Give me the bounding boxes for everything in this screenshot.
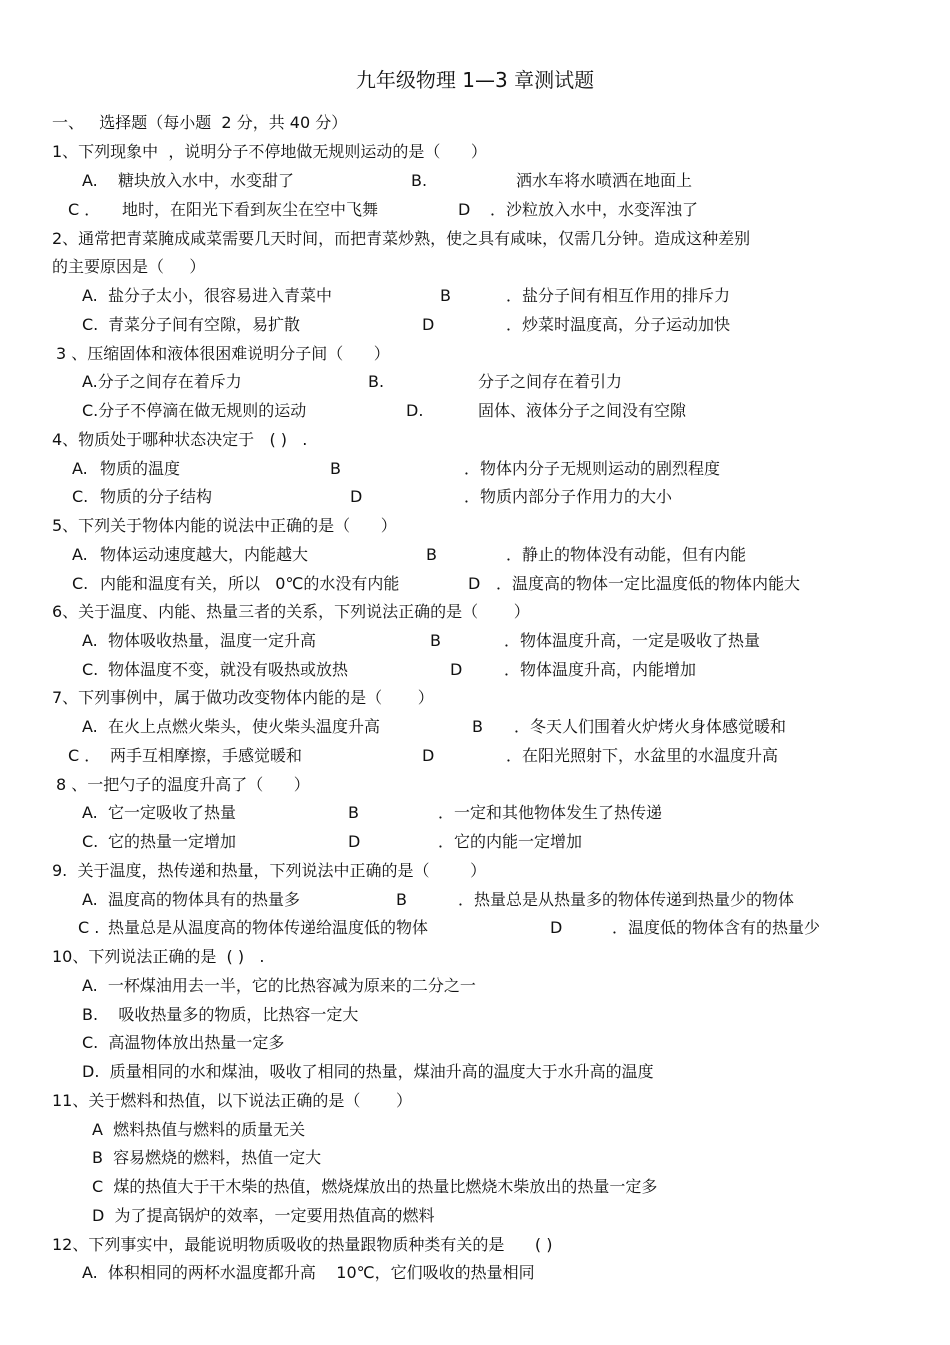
question-12-stem: 12、下列事实中，最能说明物质吸收的热量跟物质种类有关的是 ( ) bbox=[52, 1235, 553, 1254]
option-letter: C. bbox=[82, 832, 99, 851]
option-text: 温度高的物体具有的热量多 bbox=[108, 890, 301, 909]
question-2-stem: 2、通常把青菜腌成咸菜需要几天时间，而把青菜炒熟，使之具有咸味，仅需几分钟。造成这种差别 bbox=[52, 229, 751, 248]
option-text: 两手互相摩擦，手感觉暖和 bbox=[110, 746, 303, 765]
option-letter: B bbox=[330, 459, 341, 478]
option-letter: A. bbox=[72, 545, 88, 564]
option-text: A.分子之间存在着斥力 bbox=[82, 372, 242, 391]
option-letter: A. bbox=[82, 890, 98, 909]
option-text: ．温度高的物体一定比温度低的物体内能大 bbox=[496, 574, 801, 593]
option-text: ．物体内分子无规则运动的剧烈程度 bbox=[464, 459, 721, 478]
question-11-stem: 11、关于燃料和热值，以下说法正确的是（ ） bbox=[52, 1091, 412, 1110]
option-text: 地时，在阳光下看到灰尘在空中飞舞 bbox=[122, 200, 379, 219]
option-letter: D bbox=[422, 315, 435, 334]
option-text: 物质的分子结构 bbox=[100, 487, 213, 506]
question-5-stem: 5、下列关于物体内能的说法中正确的是（ ） bbox=[52, 516, 397, 535]
section-heading: 一、 选择题（每小题 2 分，共 40 分） bbox=[52, 113, 348, 132]
option-letter: B bbox=[396, 890, 407, 909]
question-2-stem-continued: 的主要原因是（ ） bbox=[52, 257, 206, 276]
option-text: 盐分子太小，很容易进入青菜中 bbox=[108, 286, 333, 305]
option-letter: B. bbox=[411, 171, 428, 190]
option-text: C.分子不停滴在做无规则的运动 bbox=[82, 401, 307, 420]
question-10-option-a: A. 一杯煤油用去一半，它的比热容减为原来的二分之一 bbox=[82, 976, 476, 995]
question-11-option-c: C 煤的热值大于干木柴的热值，燃烧煤放出的热量比燃烧木柴放出的热量一定多 bbox=[92, 1177, 658, 1196]
option-text: 物质的温度 bbox=[100, 459, 181, 478]
option-letter: B bbox=[426, 545, 437, 564]
option-letter: B bbox=[440, 286, 451, 305]
question-1-stem: 1、下列现象中 ，说明分子不停地做无规则运动的是（ ） bbox=[52, 142, 487, 161]
question-10-stem: 10、下列说法正确的是 ( ) . bbox=[52, 947, 265, 966]
question-7-stem: 7、下列事例中，属于做功改变物体内能的是（ ） bbox=[52, 688, 434, 707]
question-10-option-b: B. 吸收热量多的物质，比热容一定大 bbox=[82, 1005, 359, 1024]
option-letter: B bbox=[348, 803, 359, 822]
option-text: 分子之间存在着引力 bbox=[478, 372, 623, 391]
question-12-option-a: A. 体积相同的两杯水温度都升高 10℃，它们吸收的热量相同 bbox=[82, 1263, 535, 1282]
option-letter: A. bbox=[82, 631, 98, 650]
question-11-option-a: A 燃料热值与燃料的质量无关 bbox=[92, 1120, 306, 1139]
option-letter: D bbox=[348, 832, 361, 851]
option-text: 青菜分子间有空隙，易扩散 bbox=[108, 315, 301, 334]
option-text: ．冬天人们围着火炉烤火身体感觉暖和 bbox=[514, 717, 787, 736]
option-letter: D bbox=[350, 487, 363, 506]
option-text: ．温度低的物体含有的热量少 bbox=[612, 918, 821, 937]
option-letter: C. bbox=[72, 487, 89, 506]
option-text: 物体吸收热量，温度一定升高 bbox=[108, 631, 317, 650]
question-10-option-d: D. 质量相同的水和煤油，吸收了相同的热量，煤油升高的温度大于水升高的温度 bbox=[82, 1062, 654, 1081]
option-letter: C ． bbox=[68, 200, 101, 219]
option-letter: D bbox=[550, 918, 563, 937]
option-letter: C . bbox=[78, 918, 100, 937]
question-9-stem: 9. 关于温度，热传递和热量，下列说法中正确的是（ ） bbox=[52, 861, 487, 880]
option-letter: A. bbox=[82, 803, 98, 822]
option-letter: C. bbox=[82, 660, 99, 679]
option-text: 内能和温度有关，所以 0℃的水没有内能 bbox=[100, 574, 400, 593]
option-text: 它的热量一定增加 bbox=[108, 832, 237, 851]
question-11-option-b: B 容易燃烧的燃料，热值一定大 bbox=[92, 1148, 322, 1167]
option-text: ．热量总是从热量多的物体传递到热量少的物体 bbox=[458, 890, 795, 909]
option-text: ．它的内能一定增加 bbox=[438, 832, 583, 851]
option-letter: A. bbox=[82, 286, 98, 305]
option-text: 固体、液体分子之间没有空隙 bbox=[478, 401, 687, 420]
option-text: 物体温度不变，就没有吸热或放热 bbox=[108, 660, 349, 679]
option-text: 热量总是从温度高的物体传递给温度低的物体 bbox=[108, 918, 429, 937]
option-letter: C. bbox=[82, 315, 99, 334]
option-text: ．盐分子间有相互作用的排斥力 bbox=[506, 286, 731, 305]
question-8-stem: 8 、一把勺子的温度升高了（ ） bbox=[56, 775, 310, 794]
option-letter: D bbox=[458, 200, 471, 219]
option-text: ．物体温度升高，一定是吸收了热量 bbox=[504, 631, 761, 650]
option-letter: D bbox=[468, 574, 481, 593]
page-title: 九年级物理 1—3 章测试题 bbox=[355, 68, 595, 92]
option-letter: C ． bbox=[68, 746, 101, 765]
option-text: 糖块放入水中，水变甜了 bbox=[118, 171, 295, 190]
option-letter: C. bbox=[72, 574, 89, 593]
option-text: 在火上点燃火柴头，使火柴头温度升高 bbox=[108, 717, 381, 736]
option-text: 洒水车将水喷洒在地面上 bbox=[516, 171, 693, 190]
option-letter: B bbox=[472, 717, 483, 736]
option-letter: A. bbox=[82, 171, 98, 190]
option-letter: B bbox=[430, 631, 441, 650]
option-text: ．静止的物体没有动能，但有内能 bbox=[506, 545, 747, 564]
option-text: 它一定吸收了热量 bbox=[108, 803, 237, 822]
option-text: 物体运动速度越大，内能越大 bbox=[100, 545, 309, 564]
option-letter: A. bbox=[82, 717, 98, 736]
option-text: ．物质内部分子作用力的大小 bbox=[464, 487, 673, 506]
option-text: ．物体温度升高，内能增加 bbox=[504, 660, 697, 679]
question-6-stem: 6、关于温度、内能、热量三者的关系，下列说法正确的是（ ） bbox=[52, 602, 530, 621]
question-11-option-d: D 为了提高锅炉的效率，一定要用热值高的燃料 bbox=[92, 1206, 435, 1225]
question-10-option-c: C. 高温物体放出热量一定多 bbox=[82, 1033, 285, 1052]
option-text: ．一定和其他物体发生了热传递 bbox=[438, 803, 663, 822]
option-letter: D. bbox=[406, 401, 424, 420]
question-4-stem: 4、物质处于哪种状态决定于 ( ) . bbox=[52, 430, 308, 449]
option-text: ．沙粒放入水中，水变浑浊了 bbox=[490, 200, 699, 219]
option-letter: B. bbox=[368, 372, 385, 391]
question-3-stem: 3 、压缩固体和液体很困难说明分子间（ ） bbox=[56, 344, 390, 363]
option-letter: D bbox=[422, 746, 435, 765]
option-text: ．炒菜时温度高，分子运动加快 bbox=[506, 315, 731, 334]
option-letter: A. bbox=[72, 459, 88, 478]
option-text: ．在阳光照射下，水盆里的水温度升高 bbox=[506, 746, 779, 765]
option-letter: D bbox=[450, 660, 463, 679]
